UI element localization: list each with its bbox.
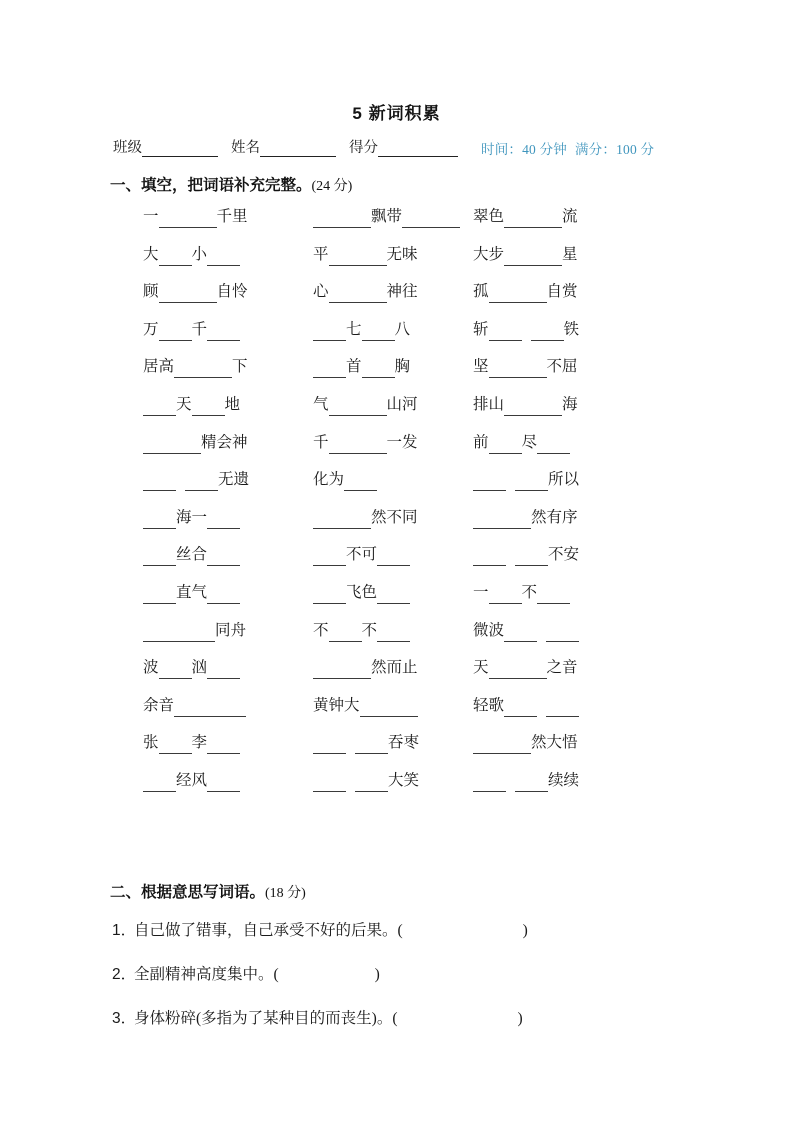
- fill-cell: [313, 432, 418, 454]
- blank-input[interactable]: [473, 549, 506, 566]
- idiom-text: 自赏: [546, 283, 578, 301]
- question-number: 3．: [112, 1010, 137, 1027]
- blank-input[interactable]: [355, 737, 388, 754]
- blank-input[interactable]: [313, 512, 371, 529]
- fill-cell: [473, 620, 579, 642]
- idiom-text: 地: [224, 395, 241, 413]
- blank-input[interactable]: [159, 737, 192, 754]
- idiom-text: 天: [473, 659, 489, 677]
- section-two-points: (18 分): [265, 886, 306, 901]
- idiom-text: 大步: [473, 245, 505, 263]
- fill-cell: [143, 507, 240, 529]
- fill-row: [113, 281, 693, 319]
- blank-input[interactable]: [207, 737, 240, 754]
- section-one-heading: [110, 173, 352, 195]
- blank-input[interactable]: [185, 474, 218, 491]
- blank-input[interactable]: [515, 549, 548, 566]
- fill-row: [113, 770, 693, 808]
- idiom-text: 吞枣: [388, 734, 420, 752]
- blank-input[interactable]: [143, 512, 176, 529]
- idiom-text: 续续: [548, 771, 580, 789]
- blank-input[interactable]: [207, 249, 240, 266]
- fill-in-grid: [113, 206, 693, 808]
- idiom-text: 海一: [176, 508, 208, 526]
- idiom-text: 小: [191, 245, 208, 263]
- blank-input[interactable]: [313, 662, 371, 679]
- fill-cell: [313, 695, 418, 717]
- blank-input[interactable]: [313, 549, 346, 566]
- blank-input[interactable]: [329, 625, 362, 642]
- blank-input[interactable]: [207, 324, 240, 341]
- fill-cell: [143, 620, 246, 642]
- idiom-text: 飞色: [346, 583, 378, 601]
- blank-input[interactable]: [159, 324, 192, 341]
- idiom-text: 然大悟: [531, 734, 578, 752]
- fill-cell: [473, 657, 578, 679]
- fill-cell: [313, 281, 418, 303]
- idiom-text: 星: [562, 245, 578, 263]
- blank-input[interactable]: [143, 437, 201, 454]
- section-one-points: (24 分): [311, 179, 353, 194]
- blank-input[interactable]: [313, 737, 346, 754]
- fill-cell: [473, 507, 578, 529]
- blank-input[interactable]: [489, 286, 547, 303]
- blank-input[interactable]: [143, 587, 176, 604]
- blank-input[interactable]: [377, 549, 410, 566]
- fill-cell: [473, 244, 578, 266]
- blank-input[interactable]: [402, 211, 460, 228]
- idiom-text: 一发: [386, 433, 418, 451]
- idiom-text: 排山: [473, 395, 505, 413]
- idiom-text: 千: [191, 320, 208, 338]
- idiom-text: 翠色: [473, 208, 505, 225]
- idiom-text: 一: [143, 208, 159, 225]
- blank-input[interactable]: [537, 587, 570, 604]
- fill-row: [113, 244, 693, 282]
- fill-cell: [473, 732, 578, 754]
- fill-cell: [473, 544, 579, 566]
- blank-input[interactable]: [515, 474, 548, 491]
- idiom-text: 丝合: [176, 546, 208, 564]
- fill-cell: [143, 244, 240, 266]
- idiom-text: 海: [562, 395, 578, 413]
- idiom-text: 一: [473, 583, 489, 601]
- fill-cell: [143, 281, 248, 303]
- fill-cell: [473, 695, 579, 717]
- idiom-text: 黄钟大: [313, 696, 360, 714]
- blank-input[interactable]: [159, 286, 217, 303]
- idiom-text: 顾: [143, 283, 159, 301]
- fill-row: [113, 732, 693, 770]
- fill-cell: [143, 469, 249, 491]
- section-one-title: 一、填空，把词语补充完整。: [110, 177, 312, 194]
- idiom-text: 下: [232, 358, 248, 376]
- section-two-heading: [110, 880, 306, 902]
- idiom-text: 无遗: [218, 471, 250, 489]
- idiom-text: 神往: [386, 283, 418, 301]
- fill-cell: [473, 206, 578, 228]
- fill-cell: [143, 695, 246, 717]
- blank-input[interactable]: [313, 211, 371, 228]
- idiom-text: 余音: [143, 696, 175, 714]
- fill-cell: [473, 394, 578, 416]
- blank-input[interactable]: [473, 474, 506, 491]
- fill-cell: [143, 319, 240, 341]
- fill-row: [113, 695, 693, 733]
- idiom-text: 万: [143, 320, 159, 338]
- idiom-text: 不: [521, 583, 538, 601]
- idiom-text: 波: [143, 659, 159, 677]
- name-input-rule[interactable]: [260, 142, 336, 157]
- idiom-text: 气: [313, 395, 329, 413]
- blank-input[interactable]: [143, 775, 176, 792]
- class-label: 班级: [113, 140, 142, 156]
- fill-row: [113, 432, 693, 470]
- fill-cell: [313, 770, 419, 792]
- fill-cell: [313, 469, 377, 491]
- idiom-text: 微波: [473, 621, 505, 639]
- idiom-text: 所以: [548, 471, 580, 489]
- blank-input[interactable]: [344, 474, 377, 491]
- fill-cell: [473, 356, 578, 378]
- blank-input[interactable]: [489, 587, 522, 604]
- exam-time: 时间：40 分钟: [481, 142, 567, 157]
- idiom-text: 不屈: [546, 358, 578, 376]
- blank-input[interactable]: [504, 211, 562, 228]
- idiom-text: 居高: [143, 358, 175, 376]
- fill-cell: [143, 544, 240, 566]
- fill-cell: [143, 206, 248, 228]
- blank-input[interactable]: [313, 775, 346, 792]
- fill-cell: [313, 732, 419, 754]
- idiom-text: 尽: [521, 433, 538, 451]
- blank-input[interactable]: [504, 625, 537, 642]
- blank-input[interactable]: [329, 399, 387, 416]
- page-title: 5 新词积累: [352, 104, 441, 123]
- fill-cell: [473, 281, 578, 303]
- section-two-title: 二、根据意思写词语。: [110, 884, 266, 901]
- fill-cell: [143, 770, 240, 792]
- fill-row: [113, 507, 693, 545]
- blank-input[interactable]: [489, 324, 522, 341]
- blank-input[interactable]: [159, 211, 217, 228]
- fill-cell: [473, 469, 579, 491]
- question-close-paren: ): [517, 1010, 523, 1027]
- fill-cell: [313, 507, 418, 529]
- fill-cell: [473, 432, 570, 454]
- blank-input[interactable]: [473, 775, 506, 792]
- blank-input[interactable]: [360, 700, 418, 717]
- idiom-text: 不安: [548, 546, 580, 564]
- question-number: 2．: [112, 966, 137, 983]
- question-text: 自己做了错事，自己承受不好的后果。(: [134, 922, 403, 939]
- fill-row: [113, 206, 693, 244]
- fill-cell: [313, 319, 410, 341]
- fill-cell: [313, 582, 410, 604]
- fill-cell: [313, 620, 410, 642]
- name-field[interactable]: [231, 136, 336, 157]
- fill-cell: [143, 732, 240, 754]
- fill-cell: [313, 244, 418, 266]
- fill-cell: [143, 657, 240, 679]
- idiom-text: 张: [143, 734, 159, 752]
- blank-input[interactable]: [313, 587, 346, 604]
- blank-input[interactable]: [362, 324, 395, 341]
- idiom-text: 平: [313, 245, 329, 263]
- fill-row: [113, 582, 693, 620]
- blank-input[interactable]: [537, 437, 570, 454]
- fill-cell: [143, 582, 240, 604]
- blank-input[interactable]: [504, 399, 562, 416]
- idiom-text: 山河: [386, 395, 418, 413]
- question-item: [112, 1006, 523, 1028]
- fill-cell: [313, 206, 460, 228]
- fill-row: [113, 319, 693, 357]
- idiom-text: 汹: [191, 659, 208, 677]
- blank-input[interactable]: [531, 324, 564, 341]
- idiom-text: 前: [473, 433, 489, 451]
- blank-input[interactable]: [489, 437, 522, 454]
- idiom-text: 不: [361, 621, 378, 639]
- score-label: 得分: [349, 140, 378, 156]
- idiom-text: 经风: [176, 771, 208, 789]
- fill-cell: [143, 356, 248, 378]
- blank-input[interactable]: [489, 361, 547, 378]
- idiom-text: 然不同: [371, 508, 418, 526]
- idiom-text: 胸: [394, 358, 411, 376]
- blank-input[interactable]: [143, 625, 215, 642]
- question-close-paren: ): [374, 966, 380, 983]
- idiom-text: 精会神: [201, 433, 248, 451]
- idiom-text: 轻歌: [473, 696, 505, 714]
- blank-input[interactable]: [546, 625, 579, 642]
- idiom-text: 直气: [176, 583, 208, 601]
- exam-meta: [481, 138, 654, 158]
- exam-total-score: 满分：100 分: [574, 142, 655, 157]
- fill-cell: [143, 432, 248, 454]
- question-close-paren: ): [522, 922, 528, 939]
- blank-input[interactable]: [174, 700, 246, 717]
- blank-input[interactable]: [504, 700, 537, 717]
- idiom-text: 首: [346, 358, 362, 376]
- idiom-text: 流: [562, 208, 578, 225]
- idiom-text: 不可: [346, 546, 378, 564]
- question-number: 1．: [112, 922, 137, 939]
- fill-cell: [143, 394, 240, 416]
- fill-row: [113, 469, 693, 507]
- fill-cell: [473, 582, 570, 604]
- fill-row: [113, 356, 693, 394]
- question-item: [112, 962, 380, 984]
- idiom-text: 铁: [563, 320, 580, 338]
- blank-input[interactable]: [207, 587, 240, 604]
- blank-input[interactable]: [377, 625, 410, 642]
- idiom-text: 飘带: [371, 208, 403, 225]
- blank-input[interactable]: [143, 474, 176, 491]
- idiom-text: 自怜: [216, 283, 248, 301]
- fill-cell: [313, 394, 418, 416]
- blank-input[interactable]: [207, 549, 240, 566]
- idiom-text: 化为: [313, 471, 345, 489]
- blank-input[interactable]: [207, 512, 240, 529]
- idiom-text: 大笑: [388, 771, 420, 789]
- score-input-rule[interactable]: [378, 142, 458, 157]
- score-field[interactable]: [349, 136, 458, 157]
- fill-cell: [313, 356, 410, 378]
- idiom-text: 大: [143, 245, 159, 263]
- idiom-text: 天: [176, 395, 192, 413]
- blank-input[interactable]: [546, 700, 579, 717]
- fill-row: [113, 620, 693, 658]
- class-input-rule[interactable]: [142, 142, 218, 157]
- idiom-text: 之音: [546, 659, 578, 677]
- question-text: 全副精神高度集中。(: [134, 966, 279, 983]
- idiom-text: 千里: [216, 208, 248, 225]
- fill-cell: [313, 544, 410, 566]
- idiom-text: 然有序: [531, 508, 578, 526]
- question-text: 身体粉碎(多指为了某种目的而丧生)。(: [134, 1010, 398, 1027]
- fill-cell: [313, 657, 418, 679]
- idiom-text: 坚: [473, 358, 489, 376]
- blank-input[interactable]: [143, 549, 176, 566]
- fill-cell: [473, 319, 579, 341]
- blank-input[interactable]: [377, 587, 410, 604]
- blank-input[interactable]: [159, 662, 192, 679]
- question-item: [112, 918, 528, 940]
- fill-row: [113, 394, 693, 432]
- blank-input[interactable]: [504, 249, 562, 266]
- fill-cell: [473, 770, 579, 792]
- blank-input[interactable]: [329, 437, 387, 454]
- idiom-text: 七: [346, 320, 362, 338]
- blank-input[interactable]: [207, 662, 240, 679]
- blank-input[interactable]: [192, 399, 225, 416]
- idiom-text: 不: [313, 621, 329, 639]
- blank-input[interactable]: [313, 361, 346, 378]
- fill-row: [113, 657, 693, 695]
- blank-input[interactable]: [143, 399, 176, 416]
- blank-input[interactable]: [329, 286, 387, 303]
- idiom-text: 无味: [386, 245, 418, 263]
- idiom-text: 李: [191, 734, 208, 752]
- blank-input[interactable]: [355, 775, 388, 792]
- fill-row: [113, 544, 693, 582]
- blank-input[interactable]: [159, 249, 192, 266]
- blank-input[interactable]: [207, 775, 240, 792]
- idiom-text: 八: [394, 320, 411, 338]
- idiom-text: 斩: [473, 320, 489, 338]
- blank-input[interactable]: [313, 324, 346, 341]
- class-field[interactable]: [113, 136, 218, 157]
- idiom-text: 心: [313, 283, 329, 301]
- idiom-text: 千: [313, 433, 329, 451]
- blank-input[interactable]: [515, 775, 548, 792]
- blank-input[interactable]: [362, 361, 395, 378]
- blank-input[interactable]: [473, 737, 531, 754]
- idiom-text: 孤: [473, 283, 489, 301]
- idiom-text: 然而止: [371, 659, 418, 677]
- blank-input[interactable]: [329, 249, 387, 266]
- name-label: 姓名: [231, 140, 260, 156]
- blank-input[interactable]: [174, 361, 232, 378]
- idiom-text: 同舟: [215, 621, 247, 639]
- blank-input[interactable]: [489, 662, 547, 679]
- blank-input[interactable]: [473, 512, 531, 529]
